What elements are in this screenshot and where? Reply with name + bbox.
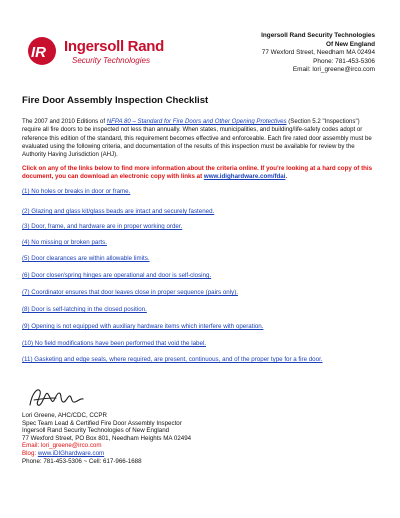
checklist-link-10[interactable]: (10) No field modifications have been performed that void the label.: [22, 340, 207, 347]
checklist-item: [22, 255, 150, 263]
handwritten-signature: [26, 385, 86, 411]
checklist-item: [22, 306, 147, 314]
checklist-link-3[interactable]: (3) Door, frame, and hardware are in proper working order.: [22, 223, 183, 230]
checklist-item: [22, 223, 182, 231]
contact-role: Spec Team Lead & Certified Fire Door Assembly Inspector: [22, 419, 182, 427]
intro-after: (Section 5.2 "Inspections") require all fire doors to be inspected not less than annually. When states, municipalities, and building/life-safety codes adopt or reference this edition of the standard, this requirement becomes effective and enforceable. Each fire rated door assembly must be evaluated using the following criteria, and documentation of the results of this inspection must be available for review by the Authority Having Jurisdiction (AHJ).: [22, 118, 372, 159]
checklist-link-8[interactable]: (8) Door is self-latching in the closed position.: [22, 306, 147, 313]
checklist-item: [22, 239, 107, 247]
nfpa80-link[interactable]: NFPA 80 – Standard for Fire Doors and Other Opening Protectives: [106, 118, 287, 125]
intro-before: The 2007 and 2010 Editions of: [22, 118, 107, 125]
checklist-link-11[interactable]: (11) Gasketing and edge seals, where required, are present, continuous, and of the proper type for a fire door.: [22, 356, 323, 363]
company-name: Ingersoll Rand Security Technologies: [261, 32, 375, 39]
checklist-item: [22, 356, 323, 364]
intro-paragraph: [22, 118, 380, 159]
logo-brand: Ingersoll Rand: [64, 38, 164, 55]
click-note: [22, 165, 382, 182]
contact-block: [22, 412, 191, 465]
company-region: Of New England: [326, 40, 375, 48]
click-note-end: .: [285, 173, 288, 181]
contact-blog-label: Blog:: [22, 449, 38, 457]
svg-text:IR: IR: [31, 44, 46, 61]
contact-company: Ingersoll Rand Security Technologies of New England: [22, 427, 170, 435]
checklist-item: [22, 340, 206, 348]
checklist-item: [22, 323, 263, 331]
checklist-item: [22, 208, 214, 216]
click-note-text: Click on any of the links below to find more information about the criteria online. If you're looking at a hard copy of this document, you can download an electronic copy with links at: [22, 165, 373, 181]
checklist-item: [22, 272, 211, 280]
contact-phone: Phone: 781-453-5306 ~ Cell: 617-966-1688: [22, 457, 142, 465]
company-address: 77 Wexford Street, Needham MA 02494: [261, 49, 375, 57]
blog-link[interactable]: www.iDIGhardware.com: [37, 449, 105, 457]
contact-address: 77 Wexford Street, PO Box 801, Needham Heights MA 02494: [22, 434, 192, 442]
ir-logo-mark-icon: [20, 36, 64, 66]
contact-blog: [22, 450, 191, 458]
fdai-download-link[interactable]: www.idighardware.com/fdai: [203, 173, 286, 181]
checklist-link-2[interactable]: (2) Glazing and glass kit/glass beads are intact and securely fastened.: [22, 208, 215, 215]
checklist-item: [22, 188, 130, 196]
company-info: [261, 32, 375, 75]
logo-tagline: Security Technologies: [72, 56, 150, 65]
checklist-link-6[interactable]: (6) Door closer/spring hinges are operational and door is self-closing.: [22, 272, 212, 279]
checklist-link-7[interactable]: (7) Coordinator ensures that door leaves close in proper sequence (pairs only).: [22, 289, 238, 296]
contact-email[interactable]: Email: lori_greene@irco.com: [22, 442, 102, 450]
checklist-link-5[interactable]: (5) Door clearances are within allowable limits.: [22, 255, 150, 262]
page-title: Fire Door Assembly Inspection Checklist: [22, 95, 209, 106]
checklist-link-9[interactable]: (9) Opening is not equipped with auxiliary hardware items which interfere with operation.: [22, 323, 264, 330]
contact-name: Lori Greene, AHC/CDC, CCPR: [22, 412, 107, 419]
checklist-item: [22, 289, 238, 297]
checklist-link-4[interactable]: (4) No missing or broken parts.: [22, 239, 107, 246]
checklist-link-1[interactable]: (1) No holes or breaks in door or frame.: [22, 188, 131, 195]
company-email: Email: lori_greene@irco.com: [292, 66, 375, 74]
company-phone: Phone: 781-453-5306: [313, 57, 375, 65]
company-logo: [20, 36, 164, 70]
